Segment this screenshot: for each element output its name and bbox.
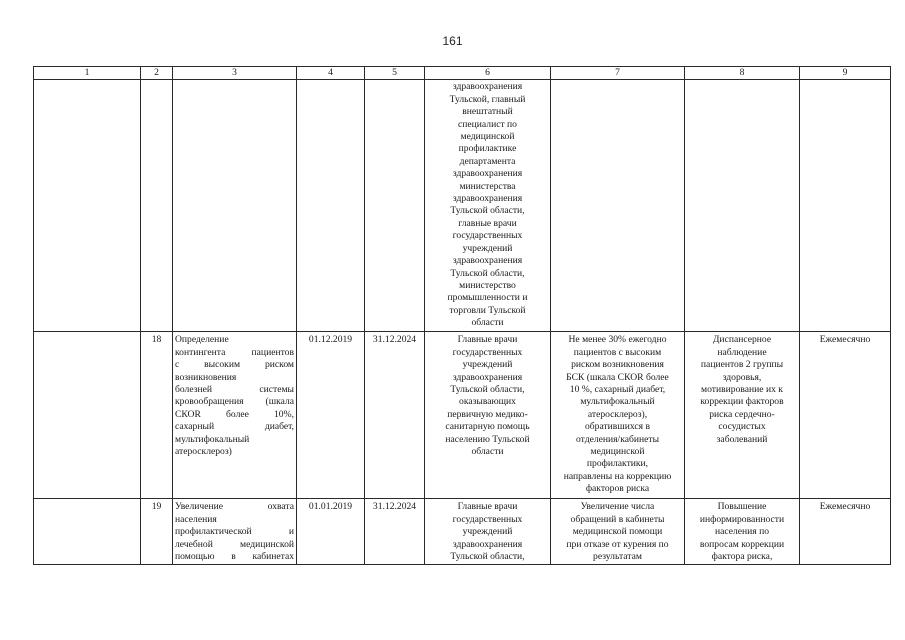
cell-line: атеросклероз), bbox=[587, 408, 648, 420]
cell-line: помощью в кабинетах bbox=[175, 551, 294, 563]
empty-cell bbox=[34, 499, 141, 565]
start-date: 01.01.2019 bbox=[297, 499, 365, 565]
cell-line: риска сердечно- bbox=[709, 408, 775, 420]
header-cell: 3 bbox=[173, 67, 297, 80]
executors bbox=[425, 499, 551, 565]
start-date: 01.12.2019 bbox=[297, 332, 365, 499]
cell-line: профилактической и bbox=[175, 526, 294, 538]
cell-line: обращений в кабинеты bbox=[570, 513, 665, 525]
header-cell: 6 bbox=[425, 67, 551, 80]
cell-line: здравоохранения bbox=[452, 538, 523, 550]
table-row-18 bbox=[34, 332, 891, 499]
cell-line: Главные врачи bbox=[457, 501, 518, 513]
page-number: 161 bbox=[442, 34, 463, 48]
cell-line: учреждений bbox=[462, 359, 513, 371]
header-cell: 8 bbox=[685, 67, 800, 80]
measure-title bbox=[173, 332, 297, 499]
cell-line: государственных bbox=[452, 513, 523, 525]
cell-line: медицинской bbox=[460, 131, 515, 143]
cell-line: при отказе от курения по bbox=[566, 538, 669, 550]
cell-line: мотивирование их к bbox=[701, 384, 783, 396]
executors bbox=[425, 80, 551, 332]
cell-line: коррекции факторов bbox=[700, 396, 784, 408]
cell-line: торговли Тульской bbox=[449, 304, 526, 316]
cell-line: Тульской области, bbox=[450, 551, 525, 563]
empty-cell bbox=[34, 80, 141, 332]
cell-line: здравоохранения bbox=[452, 255, 523, 267]
header-cell: 5 bbox=[365, 67, 425, 80]
cell-line: Тульской области, bbox=[450, 267, 525, 279]
cell-line: главные врачи bbox=[458, 217, 517, 229]
header-cell: 9 bbox=[800, 67, 891, 80]
cell-line: Главные врачи bbox=[457, 334, 518, 346]
cell-line: наблюдение bbox=[717, 346, 767, 358]
cell-line: промышленности и bbox=[447, 292, 528, 304]
cell-line: заболеваний bbox=[716, 433, 768, 445]
expected-result bbox=[685, 332, 800, 499]
cell-line: обратившихся в bbox=[585, 421, 650, 433]
expected-result bbox=[685, 499, 800, 565]
cell-line: области bbox=[471, 317, 504, 329]
cell-line: Повышение bbox=[717, 501, 767, 513]
cell-line: направлены на коррекцию bbox=[563, 470, 672, 482]
cell-line: риском возникновения bbox=[571, 359, 664, 371]
executors bbox=[425, 332, 551, 499]
cell-line: Тульской области, bbox=[450, 384, 525, 396]
cell-line: БСК (шкала СКОR более bbox=[566, 371, 669, 383]
cell-line: мультифокальный bbox=[175, 433, 250, 445]
cell-line: факторов риска bbox=[585, 483, 650, 495]
expected-result bbox=[685, 80, 800, 332]
cell-line: мультифокальный bbox=[580, 396, 655, 408]
end-date: 31.12.2024 bbox=[365, 332, 425, 499]
frequency bbox=[800, 80, 891, 332]
cell-line: учреждений bbox=[462, 242, 513, 254]
cell-line: государственных bbox=[452, 230, 523, 242]
end-date: 31.12.2024 bbox=[365, 499, 425, 565]
empty-cell bbox=[34, 332, 141, 499]
cell-line: министерства bbox=[459, 180, 516, 192]
cell-line: первичную медико- bbox=[447, 408, 528, 420]
cell-line: здравоохранения bbox=[452, 371, 523, 383]
cell-line: области bbox=[471, 446, 504, 458]
table-row-continuation bbox=[34, 80, 891, 332]
cell-line: вопросам коррекции bbox=[699, 538, 785, 550]
cell-line: отделения/кабинеты bbox=[575, 433, 660, 445]
cell-line: сахарный диабет, bbox=[175, 421, 294, 433]
cell-line: оказывающих bbox=[459, 396, 516, 408]
cell-line: Диспансерное bbox=[712, 334, 772, 346]
cell-line: населения bbox=[175, 513, 217, 525]
cell-line: Тульской, главный bbox=[449, 93, 526, 105]
table-header-row bbox=[34, 67, 891, 80]
header-cell: 2 bbox=[141, 67, 173, 80]
header-cell: 1 bbox=[34, 67, 141, 80]
cell-line: медицинской помощи bbox=[572, 526, 663, 538]
cell-line: здравоохранения bbox=[452, 168, 523, 180]
indicator bbox=[551, 332, 685, 499]
row-number: 18 bbox=[141, 332, 173, 499]
row-number bbox=[141, 80, 173, 332]
header-cell: 4 bbox=[297, 67, 365, 80]
end-date bbox=[365, 80, 425, 332]
cell-line: населению Тульской bbox=[445, 433, 530, 445]
cell-line: здоровья, bbox=[722, 371, 762, 383]
indicator bbox=[551, 80, 685, 332]
cell-line: лечебной медицинской bbox=[175, 538, 294, 550]
cell-line: Увеличение числа bbox=[580, 501, 655, 513]
measure-title bbox=[173, 499, 297, 565]
cell-line: министерство bbox=[459, 279, 516, 291]
cell-line: результатам bbox=[593, 551, 642, 563]
start-date bbox=[297, 80, 365, 332]
cell-line: здравоохранения bbox=[452, 193, 523, 205]
cell-line: Не менее 30% ежегодно bbox=[568, 334, 667, 346]
cell-line: профилактики, bbox=[586, 458, 649, 470]
cell-line: 10 %, сахарный диабет, bbox=[569, 384, 666, 396]
cell-line: контингента пациентов bbox=[175, 346, 294, 358]
cell-line: медицинской bbox=[590, 446, 645, 458]
cell-line: с высоким риском bbox=[175, 359, 294, 371]
cell-line: санитарную помощь bbox=[445, 421, 530, 433]
measure-title bbox=[173, 80, 297, 332]
cell-line: Определение bbox=[175, 334, 229, 346]
cell-line: болезней системы bbox=[175, 384, 294, 396]
table-row-19 bbox=[34, 499, 891, 565]
cell-line: возникновения bbox=[175, 371, 237, 383]
cell-line: внештатный bbox=[462, 106, 513, 118]
cell-line: населения по bbox=[714, 526, 770, 538]
cell-line: учреждений bbox=[462, 526, 513, 538]
cell-line: здравоохранения bbox=[452, 81, 523, 93]
cell-line: специалист по bbox=[458, 118, 517, 130]
plan-table bbox=[33, 66, 891, 565]
cell-line: фактора риска, bbox=[711, 551, 773, 563]
cell-line: кровообращения (шкала bbox=[175, 396, 294, 408]
cell-line: государственных bbox=[452, 346, 523, 358]
indicator bbox=[551, 499, 685, 565]
frequency: Ежемесячно bbox=[800, 332, 891, 499]
row-number: 19 bbox=[141, 499, 173, 565]
cell-line: информированности bbox=[699, 513, 785, 525]
cell-line: пациентов 2 группы bbox=[700, 359, 784, 371]
cell-line: пациентов с высоким bbox=[573, 346, 662, 358]
cell-line: сосудистых bbox=[718, 421, 766, 433]
frequency: Ежемесячно bbox=[800, 499, 891, 565]
cell-line: Тульской области, bbox=[450, 205, 525, 217]
cell-line: атеросклероз) bbox=[175, 446, 232, 458]
cell-line: департамента bbox=[459, 155, 516, 167]
cell-line: профилактике bbox=[458, 143, 517, 155]
cell-line: Увеличение охвата bbox=[175, 501, 294, 513]
cell-line: СКОR более 10%, bbox=[175, 408, 294, 420]
header-cell: 7 bbox=[551, 67, 685, 80]
